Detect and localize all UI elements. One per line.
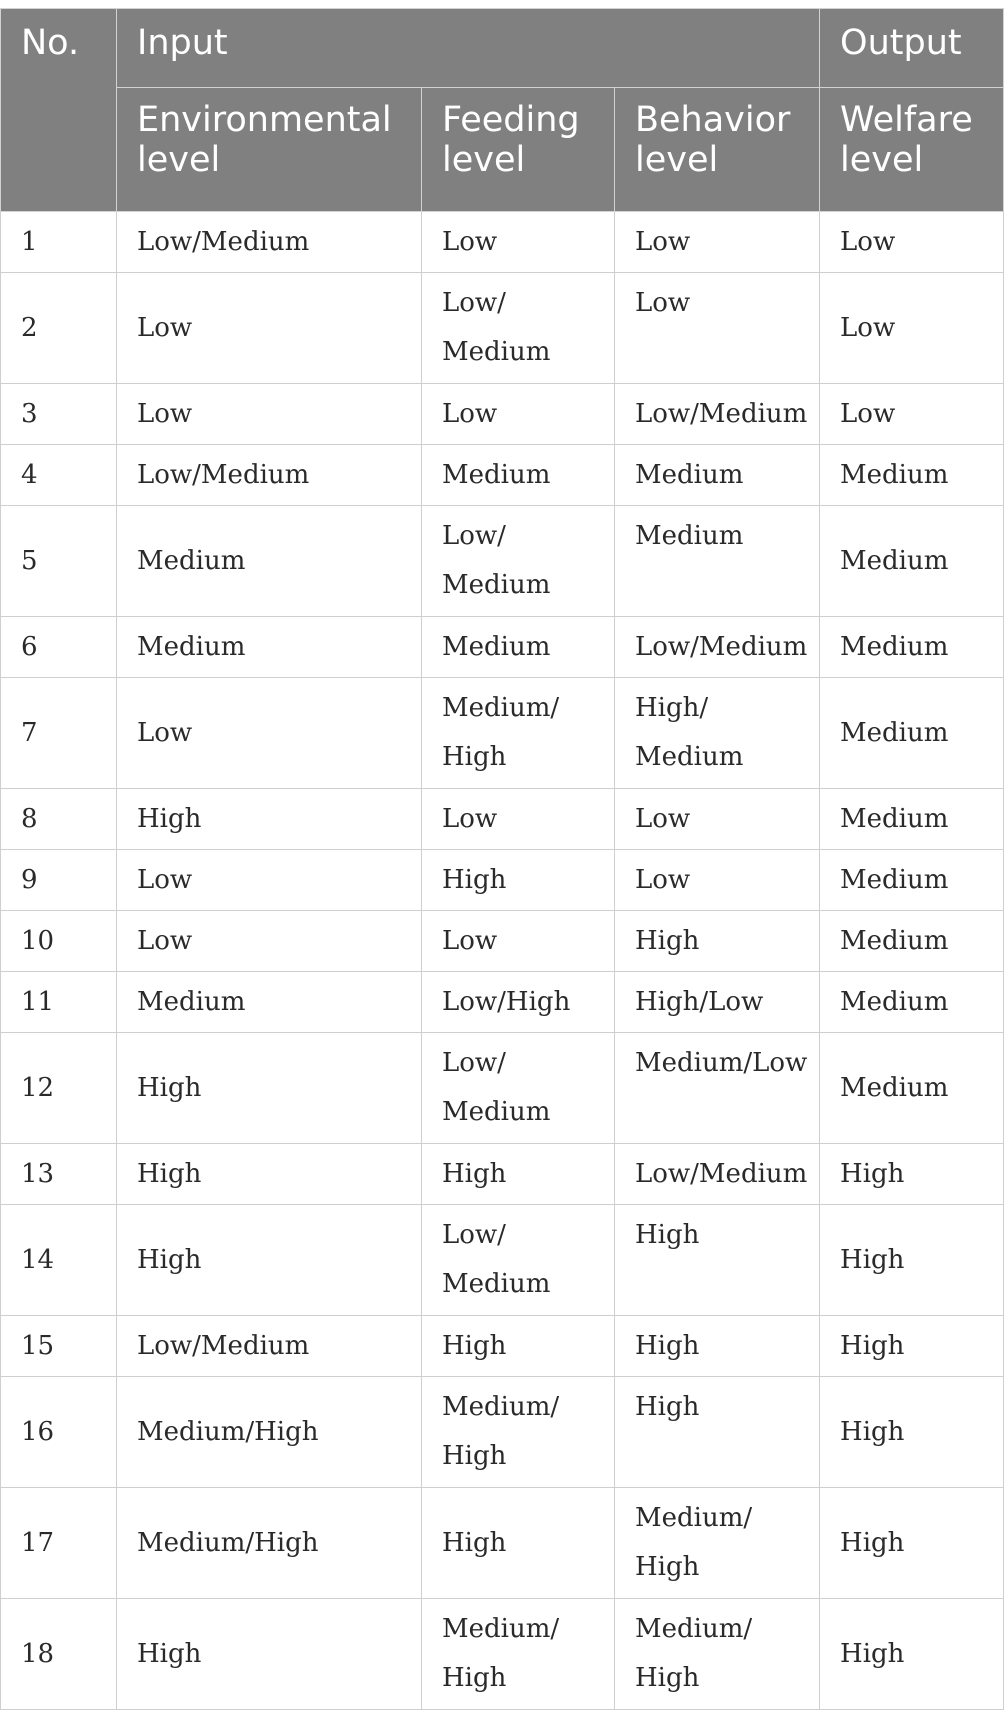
header-no: No. — [1, 9, 117, 212]
cell-feeding-level: Low/High — [422, 972, 615, 1033]
cell-behavior-level: Medium — [615, 445, 820, 506]
cell-no: 1 — [1, 212, 117, 273]
cell-behavior-level: Medium — [615, 506, 820, 617]
cell-welfare-level: High — [820, 1144, 1004, 1205]
table-row — [1, 212, 1004, 273]
cell-environmental-level: Medium — [117, 617, 422, 678]
cell-no: 6 — [1, 617, 117, 678]
cell-environmental-level: Medium/High — [117, 1488, 422, 1599]
cell-feeding-level: Medium — [422, 445, 615, 506]
table-row — [1, 1033, 1004, 1144]
cell-no: 10 — [1, 911, 117, 972]
cell-welfare-level: High — [820, 1205, 1004, 1316]
cell-welfare-level: Medium — [820, 678, 1004, 789]
table-row — [1, 1205, 1004, 1316]
cell-welfare-level: Low — [820, 384, 1004, 445]
cell-feeding-level: Low/ Medium — [422, 1205, 615, 1316]
cell-welfare-level: Low — [820, 273, 1004, 384]
cell-feeding-level: High — [422, 850, 615, 911]
cell-environmental-level: High — [117, 1599, 422, 1710]
cell-environmental-level: Low — [117, 678, 422, 789]
cell-behavior-level: Low — [615, 273, 820, 384]
cell-environmental-level: Low — [117, 850, 422, 911]
table-row — [1, 850, 1004, 911]
cell-welfare-level: High — [820, 1316, 1004, 1377]
cell-no: 9 — [1, 850, 117, 911]
cell-behavior-level: High/ Medium — [615, 678, 820, 789]
cell-environmental-level: High — [117, 789, 422, 850]
cell-welfare-level: Medium — [820, 911, 1004, 972]
cell-environmental-level: Low/Medium — [117, 212, 422, 273]
cell-no: 2 — [1, 273, 117, 384]
cell-welfare-level: Medium — [820, 789, 1004, 850]
cell-behavior-level: Low/Medium — [615, 1144, 820, 1205]
cell-welfare-level: High — [820, 1599, 1004, 1710]
header-feeding-level: Feeding level — [422, 88, 615, 212]
cell-environmental-level: High — [117, 1144, 422, 1205]
cell-welfare-level: Medium — [820, 445, 1004, 506]
cell-no: 15 — [1, 1316, 117, 1377]
cell-no: 4 — [1, 445, 117, 506]
cell-welfare-level: High — [820, 1377, 1004, 1488]
cell-behavior-level: Low — [615, 789, 820, 850]
cell-environmental-level: Medium/High — [117, 1377, 422, 1488]
cell-welfare-level: Medium — [820, 617, 1004, 678]
cell-environmental-level: Low — [117, 273, 422, 384]
cell-feeding-level: Low/ Medium — [422, 506, 615, 617]
cell-feeding-level: High — [422, 1316, 615, 1377]
cell-welfare-level: Medium — [820, 506, 1004, 617]
cell-welfare-level: High — [820, 1488, 1004, 1599]
table-row — [1, 972, 1004, 1033]
cell-feeding-level: Low/ Medium — [422, 273, 615, 384]
cell-environmental-level: Low/Medium — [117, 445, 422, 506]
cell-environmental-level: High — [117, 1205, 422, 1316]
cell-feeding-level: Low/ Medium — [422, 1033, 615, 1144]
header-behavior-level: Behavior level — [615, 88, 820, 212]
cell-welfare-level: Medium — [820, 972, 1004, 1033]
cell-behavior-level: High — [615, 1205, 820, 1316]
cell-behavior-level: Low/Medium — [615, 617, 820, 678]
table-row — [1, 1599, 1004, 1710]
cell-welfare-level: Medium — [820, 1033, 1004, 1144]
cell-no: 11 — [1, 972, 117, 1033]
cell-environmental-level: Low — [117, 911, 422, 972]
cell-no: 12 — [1, 1033, 117, 1144]
header-output: Output — [820, 9, 1004, 88]
cell-feeding-level: High — [422, 1144, 615, 1205]
rules-table — [0, 8, 1004, 1710]
cell-feeding-level: Medium/ High — [422, 1377, 615, 1488]
cell-no: 5 — [1, 506, 117, 617]
cell-feeding-level: Medium/ High — [422, 1599, 615, 1710]
cell-environmental-level: Medium — [117, 972, 422, 1033]
cell-feeding-level: Low — [422, 789, 615, 850]
cell-behavior-level: Low — [615, 212, 820, 273]
header-input: Input — [117, 9, 820, 88]
cell-feeding-level: High — [422, 1488, 615, 1599]
cell-no: 17 — [1, 1488, 117, 1599]
cell-environmental-level: High — [117, 1033, 422, 1144]
cell-welfare-level: Medium — [820, 850, 1004, 911]
cell-behavior-level: High — [615, 1316, 820, 1377]
table-row — [1, 384, 1004, 445]
cell-behavior-level: High — [615, 911, 820, 972]
table-row — [1, 911, 1004, 972]
cell-no: 8 — [1, 789, 117, 850]
table-row — [1, 1488, 1004, 1599]
table-row — [1, 789, 1004, 850]
cell-feeding-level: Low — [422, 212, 615, 273]
cell-feeding-level: Low — [422, 911, 615, 972]
table-row — [1, 1377, 1004, 1488]
cell-environmental-level: Medium — [117, 506, 422, 617]
cell-environmental-level: Low — [117, 384, 422, 445]
cell-no: 16 — [1, 1377, 117, 1488]
cell-welfare-level: Low — [820, 212, 1004, 273]
cell-environmental-level: Low/Medium — [117, 1316, 422, 1377]
table-row — [1, 1144, 1004, 1205]
cell-behavior-level: High — [615, 1377, 820, 1488]
table-row — [1, 273, 1004, 384]
cell-behavior-level: Medium/ High — [615, 1599, 820, 1710]
cell-behavior-level: Low — [615, 850, 820, 911]
cell-behavior-level: High/Low — [615, 972, 820, 1033]
cell-feeding-level: Low — [422, 384, 615, 445]
header-environmental-level: Environmental level — [117, 88, 422, 212]
cell-feeding-level: Medium/ High — [422, 678, 615, 789]
table-row — [1, 617, 1004, 678]
cell-behavior-level: Medium/ High — [615, 1488, 820, 1599]
table-row — [1, 678, 1004, 789]
table-row — [1, 445, 1004, 506]
table-body — [1, 212, 1004, 1710]
table-row — [1, 506, 1004, 617]
cell-no: 18 — [1, 1599, 117, 1710]
table-header — [1, 9, 1004, 212]
cell-behavior-level: Medium/Low — [615, 1033, 820, 1144]
header-welfare-level: Welfare level — [820, 88, 1004, 212]
cell-no: 7 — [1, 678, 117, 789]
cell-no: 3 — [1, 384, 117, 445]
cell-behavior-level: Low/Medium — [615, 384, 820, 445]
cell-no: 14 — [1, 1205, 117, 1316]
table-row — [1, 1316, 1004, 1377]
cell-no: 13 — [1, 1144, 117, 1205]
cell-feeding-level: Medium — [422, 617, 615, 678]
